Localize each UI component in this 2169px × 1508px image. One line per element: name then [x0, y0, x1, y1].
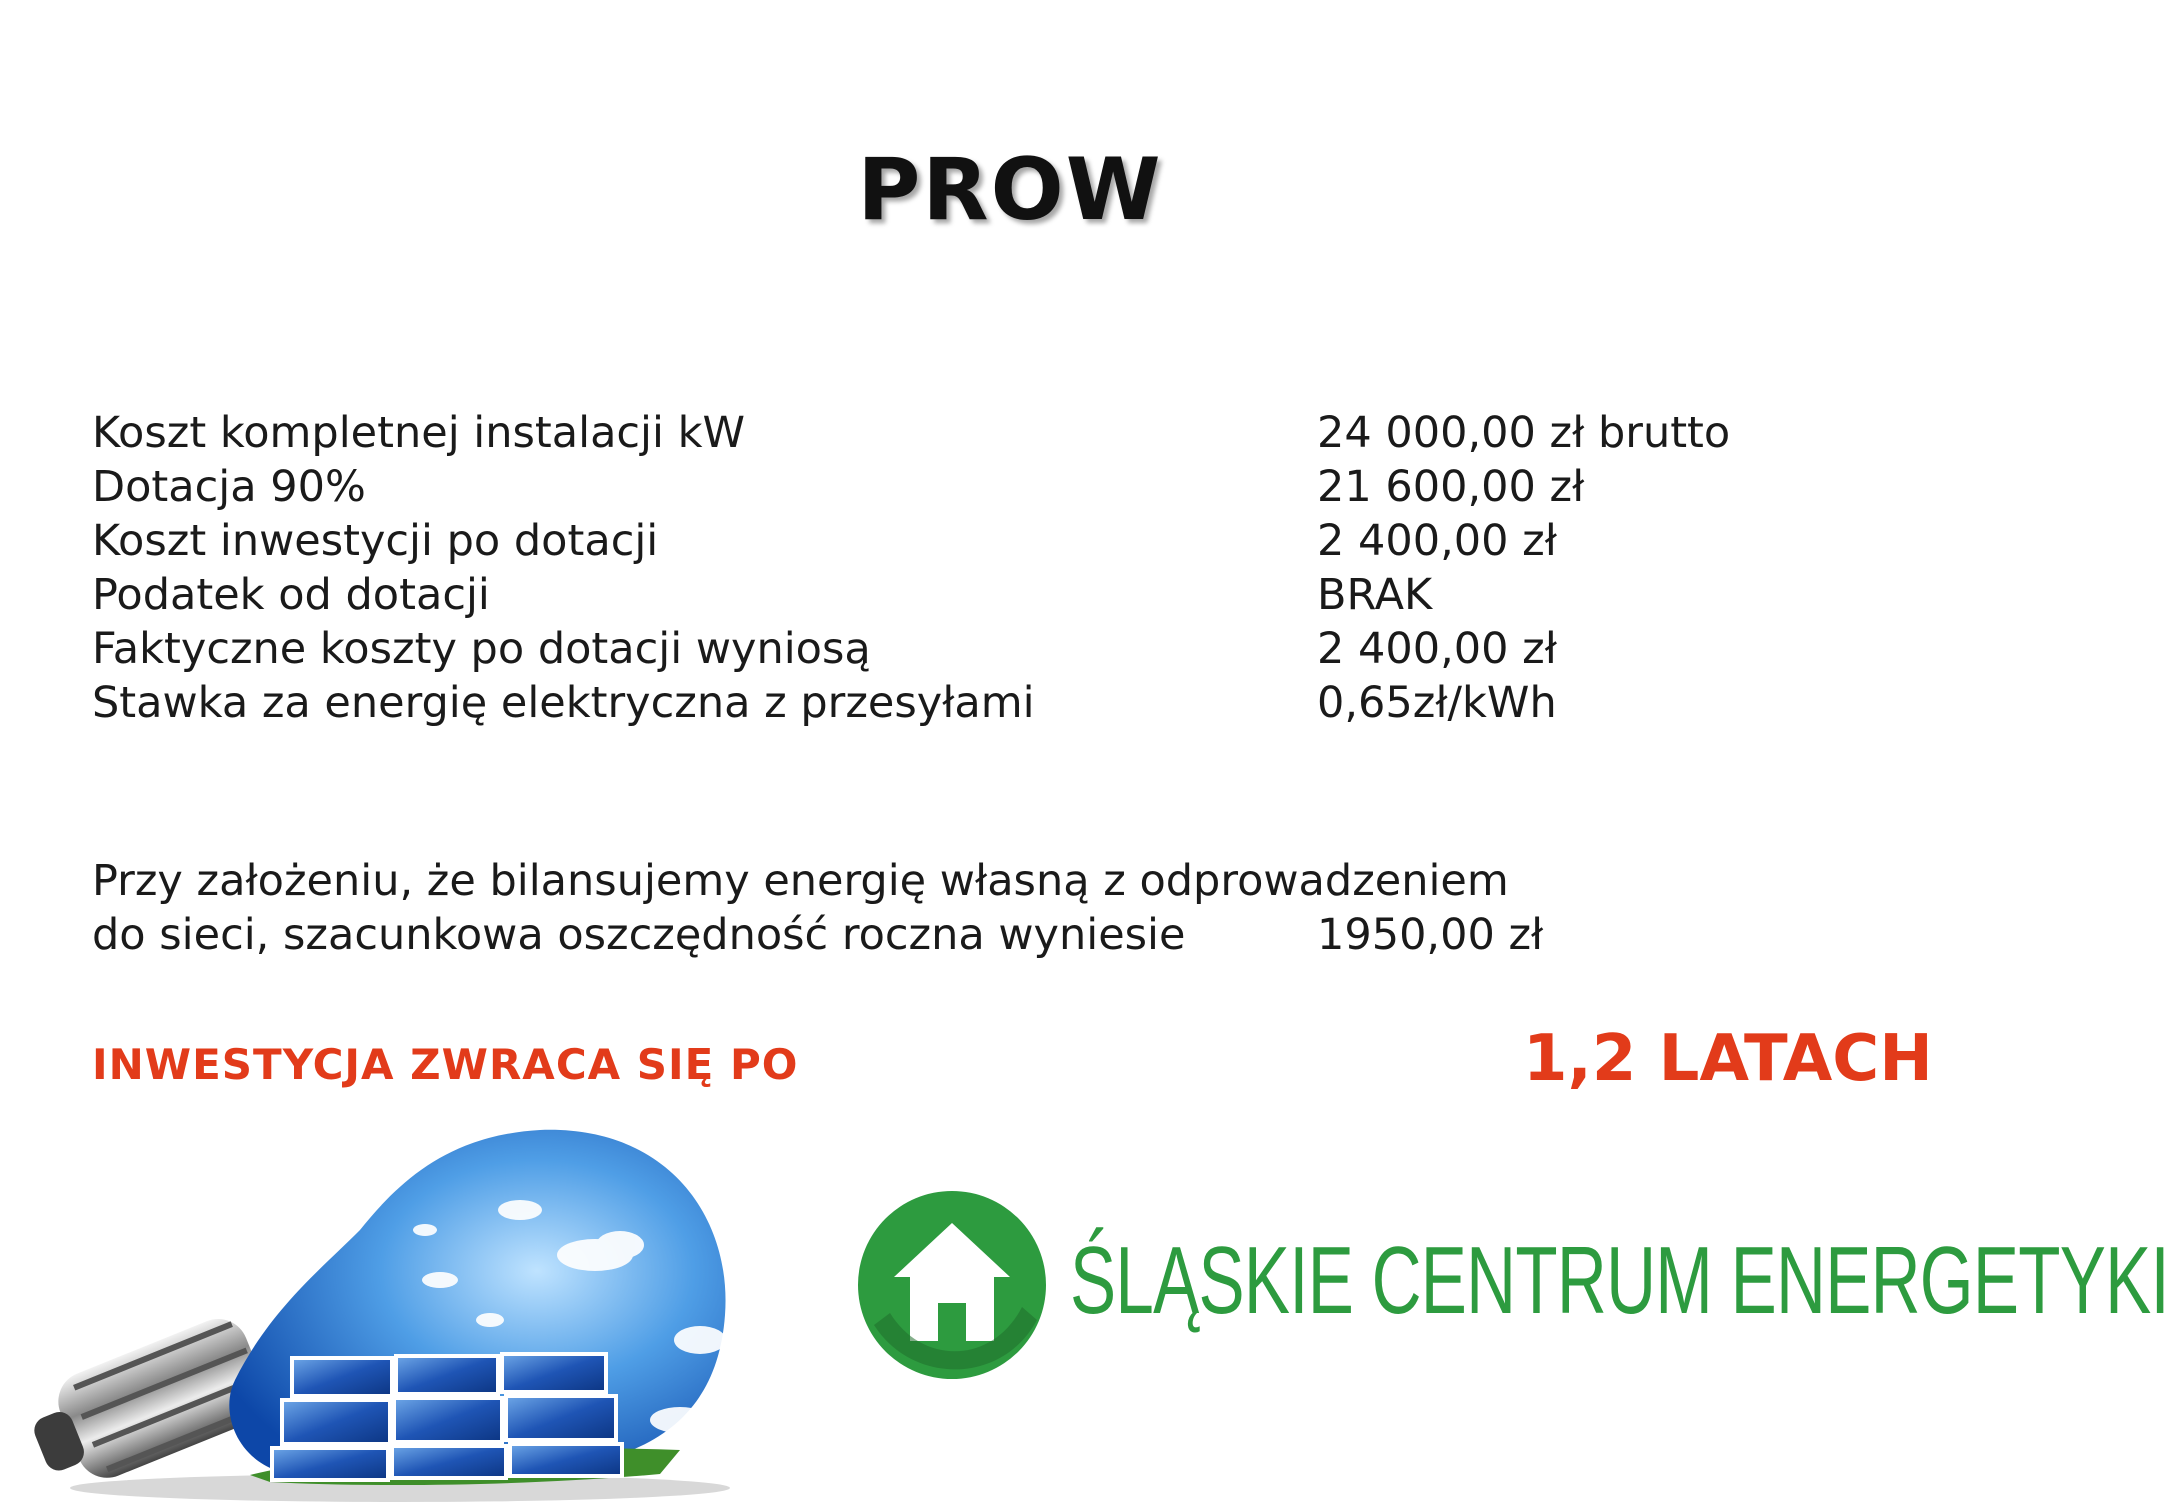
house-icon — [858, 1191, 1046, 1379]
cost-label: Stawka za energię elektryczna z przesyłami — [92, 678, 1035, 728]
cost-row — [92, 514, 1752, 568]
cost-value: 24 000,00 zł brutto — [1317, 408, 1731, 458]
cost-label: Dotacja 90% — [92, 462, 366, 512]
payback-value: 1,2 LATACH — [1523, 1022, 1933, 1096]
cost-label: Podatek od dotacji — [92, 570, 490, 620]
cost-value: BRAK — [1317, 570, 1433, 620]
cost-row — [92, 676, 1752, 730]
cost-label: Koszt kompletnej instalacji kW — [92, 408, 746, 458]
cost-value: 2 400,00 zł — [1317, 516, 1557, 566]
cost-label: Faktyczne koszty po dotacji wyniosą — [92, 624, 871, 674]
cost-table — [92, 406, 1752, 730]
cost-value: 21 600,00 zł — [1317, 462, 1585, 512]
payback-label: INWESTYCJA ZWRACA SIĘ PO — [92, 1040, 799, 1089]
savings-line-2-text: do sieci, szacunkowa oszczędność roczna wyniesie — [92, 910, 1186, 960]
savings-line-2 — [92, 908, 1692, 962]
annual-saving-value: 1950,00 zł — [1317, 910, 1544, 960]
savings-paragraph — [92, 854, 1692, 962]
page-title: PROW — [857, 140, 1163, 240]
cost-row — [92, 568, 1752, 622]
lightbulb-solar-panel-icon — [20, 1090, 740, 1508]
brand-name: ŚLĄSKIE CENTRUM ENERGETYKI — [1070, 1227, 2169, 1334]
cost-label: Koszt inwestycji po dotacji — [92, 516, 659, 566]
cost-value: 2 400,00 zł — [1317, 624, 1557, 674]
cost-row — [92, 406, 1752, 460]
savings-line-1: Przy założeniu, że bilansujemy energię własną z odprowadzeniem — [92, 856, 1509, 906]
cost-value: 0,65zł/kWh — [1317, 678, 1557, 728]
cost-row — [92, 460, 1752, 514]
cost-row — [92, 622, 1752, 676]
